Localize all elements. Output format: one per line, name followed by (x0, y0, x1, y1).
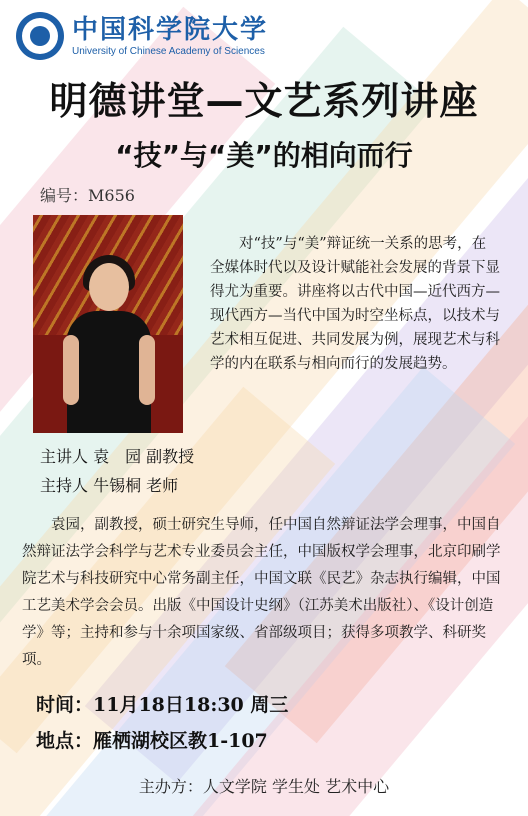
lecture-introduction: 对“技”与“美”辩证统一关系的思考，在全媒体时代以及设计赋能社会发展的背景下显得尤为重要。讲座将以古代中国—近代西方—现代西方—当代中国为时空坐标点，以技术与艺术相互促进、共同发展为例，展现艺术与科学的内在联系与相向而行的发展趋势。 (210, 236, 500, 372)
lecture-title: “技”与“美”的相向而行 (115, 139, 413, 172)
event-place: 地点：雁栖湖校区教1-107 (36, 730, 268, 752)
university-header (16, 12, 268, 60)
university-logo (16, 12, 64, 60)
photo-figure-arm (63, 335, 79, 405)
university-name-cn: 中国科学院大学 (72, 14, 269, 45)
speaker-bio: 袁园，副教授，硕士研究生导师，任中国自然辩证法学会理事，中国自然辩证法学会科学与艺术专业委员会主任，中国版权学会理事，北京印刷学院艺术与科技研究中心常务副主任，中国文联《民艺》杂志执行编辑，中国工艺美术学会会员。出版《中国设计史纲》（江苏美术出版社）、《设计创造学》等；主持和参与十余项国家级、省部级项目；获得多项教学、科研奖项。 (22, 517, 501, 668)
speaker-line: 主讲人 袁 园 副教授 (40, 447, 195, 466)
organizers: 主办方：人文学院 学生处 艺术中心 (138, 777, 390, 796)
university-name-en: University of Chinese Academy of Sciences (72, 45, 265, 57)
lecture-series-title: 明德讲堂—文艺系列讲座 (49, 79, 479, 123)
event-time: 时间：11月18日18:30 周三 (36, 694, 289, 716)
speaker-photo (33, 215, 183, 433)
host-line: 主持人 牛锡桐 老师 (40, 476, 179, 495)
lecture-code: 编号：M656 (40, 186, 135, 205)
photo-figure-head (89, 263, 129, 311)
university-name (72, 15, 268, 58)
photo-figure-arm (139, 335, 155, 405)
